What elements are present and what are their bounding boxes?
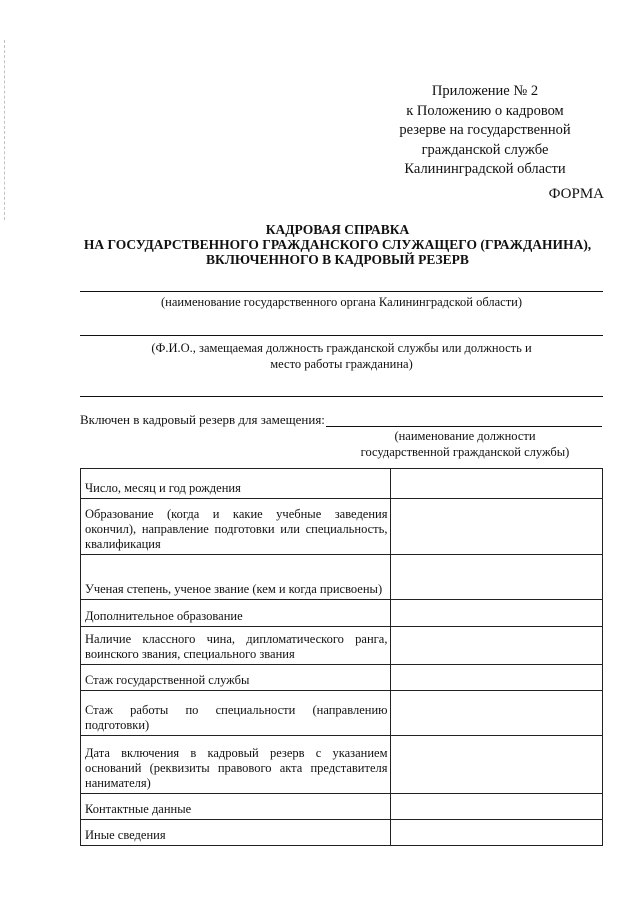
row-label: Число, месяц и год рождения xyxy=(81,469,391,499)
row-value-cell[interactable] xyxy=(391,736,603,794)
table-row xyxy=(81,665,603,691)
position-caption-line-2: государственной гражданской службы) xyxy=(360,445,570,459)
appendix-line-3: резерве на государственной xyxy=(399,122,571,138)
appendix-note xyxy=(370,82,600,180)
reserve-position-line[interactable] xyxy=(326,426,602,427)
appendix-line-1: Приложение № 2 xyxy=(431,83,539,99)
row-value-cell[interactable] xyxy=(391,600,603,627)
table-row xyxy=(81,820,603,846)
organ-name-caption xyxy=(80,294,603,310)
row-label: Дата включения в кадровый резерв с указанием оснований (реквизиты правового акта представителя нанимателя) xyxy=(81,736,391,794)
organ-name-line[interactable] xyxy=(80,291,603,292)
organ-caption-text: (наименование государственного органа Калининградской области) xyxy=(160,295,523,309)
table-row xyxy=(81,555,603,600)
table-row xyxy=(81,600,603,627)
row-label: Стаж государственной службы xyxy=(81,665,391,691)
title-line-3: ВКЛЮЧЕННОГО В КАДРОВЫЙ РЕЗЕРВ xyxy=(206,252,469,267)
row-value-cell[interactable] xyxy=(391,820,603,846)
row-value-cell[interactable] xyxy=(391,499,603,555)
table-row xyxy=(81,627,603,665)
person-caption-line-2: место работы гражданина) xyxy=(270,357,413,371)
reserve-position-caption xyxy=(330,428,600,460)
row-label: Наличие классного чина, дипломатического ранга, воинского звания, специального звания xyxy=(81,627,391,665)
row-value-cell[interactable] xyxy=(391,794,603,820)
table-row xyxy=(81,469,603,499)
title-line-1: КАДРОВАЯ СПРАВКА xyxy=(265,222,410,237)
extra-blank-line[interactable] xyxy=(80,396,603,397)
position-caption-line-1: (наименование должности xyxy=(394,429,536,443)
appendix-line-5: Калининградской области xyxy=(404,161,566,177)
row-label: Иные сведения xyxy=(81,820,391,846)
person-caption-line-1: (Ф.И.О., замещаемая должность гражданской службы или должность и xyxy=(151,341,532,355)
form-label: ФОРМА xyxy=(548,186,604,202)
table-row xyxy=(81,794,603,820)
table-row xyxy=(81,499,603,555)
row-label: Дополнительное образование xyxy=(81,600,391,627)
row-value-cell[interactable] xyxy=(391,627,603,665)
row-label: Контактные данные xyxy=(81,794,391,820)
document-title xyxy=(60,222,615,267)
row-value-cell[interactable] xyxy=(391,469,603,499)
row-value-cell[interactable] xyxy=(391,691,603,736)
person-info-line[interactable] xyxy=(80,335,603,336)
table-row xyxy=(81,736,603,794)
row-label: Стаж работы по специальности (направлению подготовки) xyxy=(81,691,391,736)
row-value-cell[interactable] xyxy=(391,555,603,600)
appendix-line-4: гражданской службе xyxy=(421,141,549,158)
title-line-2: НА ГОСУДАРСТВЕННОГО ГРАЖДАНСКОГО СЛУЖАЩЕГО (ГРАЖДАНИНА), xyxy=(83,237,592,252)
appendix-line-2: к Положению о кадровом xyxy=(406,102,564,119)
scan-edge-marks xyxy=(4,40,7,220)
personnel-info-table xyxy=(80,468,603,846)
row-label: Ученая степень, ученое звание (кем и когда присвоены) xyxy=(81,555,391,600)
row-label: Образование (когда и какие учебные заведения окончил), направление подготовки или специальность, квалификация xyxy=(81,499,391,555)
table-row xyxy=(81,691,603,736)
row-value-cell[interactable] xyxy=(391,665,603,691)
reserve-position-label: Включен в кадровый резерв для замещения: xyxy=(80,412,325,427)
person-info-caption xyxy=(80,340,603,372)
